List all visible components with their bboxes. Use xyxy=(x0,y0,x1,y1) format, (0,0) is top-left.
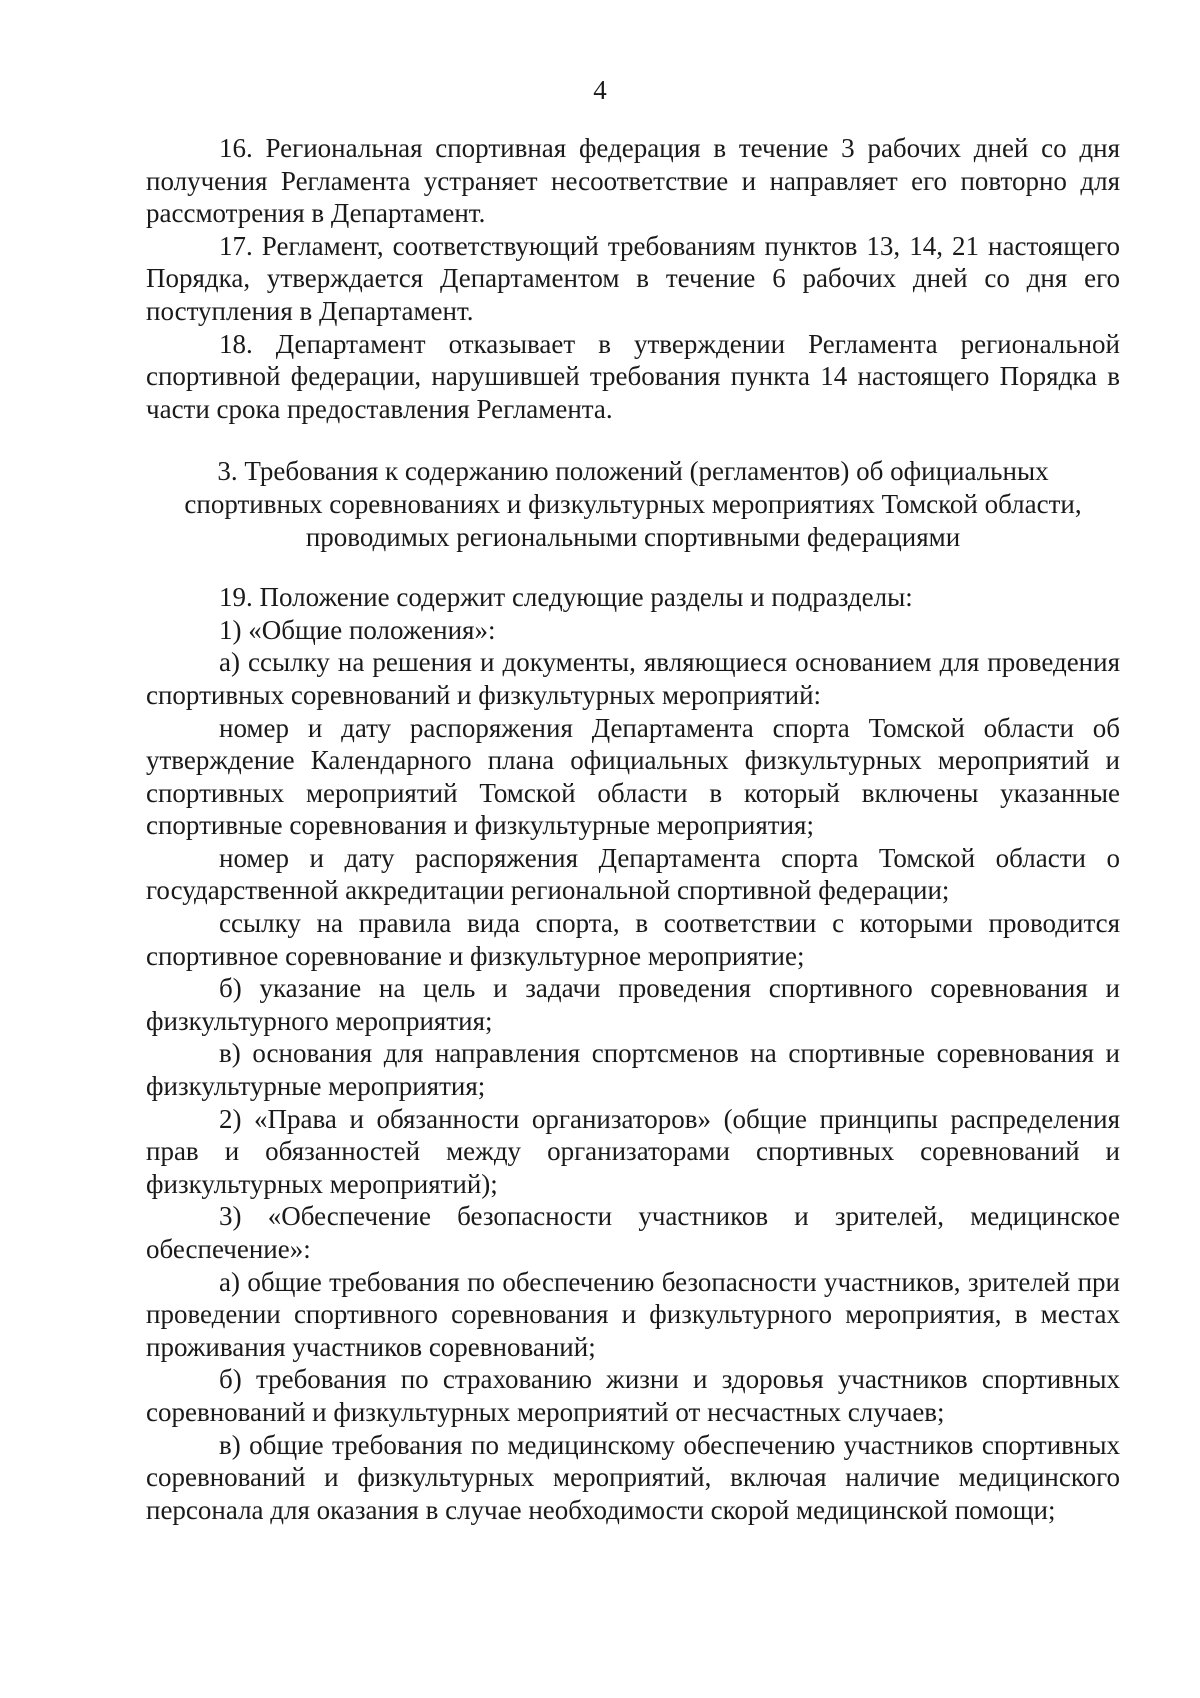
subitem-athlete-grounds: в) основания для направления спортсменов на спортивные соревнования и физкультурные мероприятия; xyxy=(146,1038,1120,1102)
subitem-insurance: б) требования по страхованию жизни и здоровья участников спортивных соревнований и физкультурных мероприятий от несчастных случаев; xyxy=(146,1364,1120,1427)
item-safety-medical: 3) «Обеспечение безопасности участников и зрителей, медицинское обеспечение»: xyxy=(146,1201,1120,1264)
subitem-medical-support: в) общие требования по медицинскому обеспечению участников спортивных соревнований и физкультурных мероприятий, включая наличие медицинского персонала для оказания в случае необходимости скорой медицинской помощи; xyxy=(146,1429,1120,1525)
section-heading: 3. Требования к содержанию положений (регламентов) об официальных спортивных соревнованиях и физкультурных мероприятиях Томской области, проводимых региональными спортивными федерациями xyxy=(184,456,1082,552)
paragraph-18: 18. Департамент отказывает в утверждении Регламента региональной спортивной федерации, нарушившей требования пункта 14 настоящего Порядка в части срока предоставления Регламента. xyxy=(146,328,1120,424)
list-item-accreditation-order: номер и дату распоряжения Департамента спорта Томской области о государственной аккредитации региональной спортивной федерации; xyxy=(146,842,1120,906)
list-item-calendar-order: номер и дату распоряжения Департамента спорта Томской области об утверждение Календарного плана официальных физкультурных мероприятий и спортивных мероприятий Томской области в который включены указанные спортивные соревнования и физкультурные мероприятия; xyxy=(146,712,1120,841)
subitem-goals: б) указание на цель и задачи проведения спортивного соревнования и физкультурного мероприятия; xyxy=(146,973,1120,1036)
page-number: 4 xyxy=(593,75,607,105)
paragraph-16: 16. Региональная спортивная федерация в течение 3 рабочих дней со дня получения Регламента устраняет несоответствие и направляет его повторно для рассмотрения в Департамент. xyxy=(146,133,1120,229)
subitem-safety-requirements: а) общие требования по обеспечению безопасности участников, зрителей при проведении спортивного соревнования и физкультурного мероприятия, в местах проживания участников соревнований; xyxy=(146,1266,1120,1362)
subitem-references: а) ссылку на решения и документы, являющиеся основанием для проведения спортивных соревнований и физкультурных мероприятий: xyxy=(146,647,1120,710)
list-item-sport-rules: ссылку на правила вида спорта, в соответствии с которыми проводится спортивное соревнование и физкультурное мероприятие; xyxy=(146,908,1120,971)
paragraph-17: 17. Регламент, соответствующий требованиям пунктов 13, 14, 21 настоящего Порядка, утверждается Департаментом в течение 6 рабочих дней со дня его поступления в Департамент. xyxy=(146,230,1120,326)
paragraph-19: 19. Положение содержит следующие разделы и подразделы: xyxy=(219,582,913,613)
document-body xyxy=(146,132,1120,1526)
item-organizer-rights: 2) «Права и обязанности организаторов» (общие принципы распределения прав и обязанностей между организаторами спортивных соревнований и физкультурных мероприятий); xyxy=(146,1103,1120,1199)
item-general-provisions: 1) «Общие положения»: xyxy=(219,614,496,645)
